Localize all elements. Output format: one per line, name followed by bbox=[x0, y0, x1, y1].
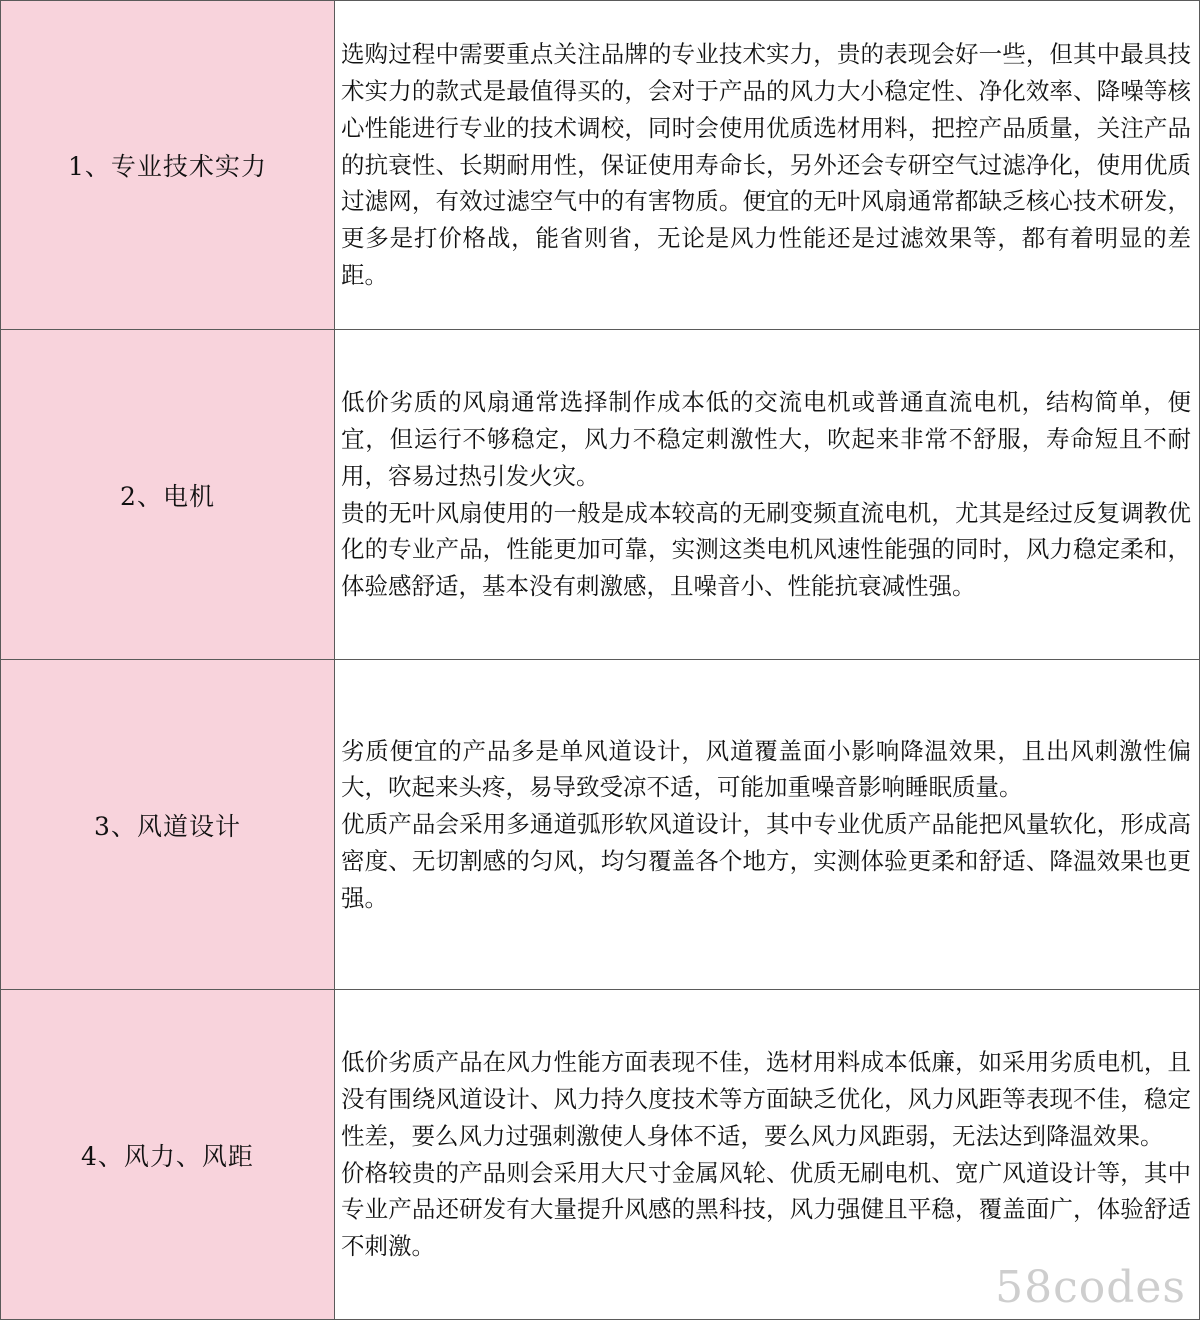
row-label: 4、风力、风距 bbox=[1, 990, 335, 1320]
table-row bbox=[1, 660, 1200, 990]
table-row bbox=[1, 1, 1200, 330]
row-label: 1、专业技术实力 bbox=[1, 1, 335, 330]
row-content bbox=[335, 1, 1200, 330]
row-label: 2、电机 bbox=[1, 330, 335, 660]
content-paragraph: 低价劣质的风扇通常选择制作成本低的交流电机或普通直流电机，结构简单，便宜，但运行不够稳定，风力不稳定刺激性大，吹起来非常不舒服，寿命短且不耐用，容易过热引发火灾。 bbox=[341, 388, 1191, 490]
content-paragraph: 优质产品会采用多通道弧形软风道设计，其中专业优质产品能把风量软化，形成高密度、无切割感的匀风，均匀覆盖各个地方，实测体验更柔和舒适、降温效果也更强。 bbox=[341, 810, 1191, 912]
table-row bbox=[1, 330, 1200, 660]
content-paragraph: 选购过程中需要重点关注品牌的专业技术实力，贵的表现会好一些，但其中最具技术实力的款式是最值得买的，会对于产品的风力大小稳定性、净化效率、降噪等核心性能进行专业的技术调校，同时会使用优质选材用料，把控产品质量，关注产品的抗衰性、长期耐用性，保证使用寿命长，另外还会专研空气过滤净化，使用优质过滤网，有效过滤空气中的有害物质。便宜的无叶风扇通常都缺乏核心技术研发，更多是打价格战，能省则省，无论是风力性能还是过滤效果等，都有着明显的差距。 bbox=[341, 40, 1191, 289]
content-paragraph: 低价劣质产品在风力性能方面表现不佳，选材用料成本低廉，如采用劣质电机，且没有围绕风道设计、风力持久度技术等方面缺乏优化，风力风距等表现不佳，稳定性差，要么风力过强刺激使人身体不适，要么风力风距弱，无法达到降温效果。 bbox=[341, 1048, 1191, 1150]
watermark: 58codes bbox=[995, 1262, 1186, 1313]
row-label: 3、风道设计 bbox=[1, 660, 335, 990]
row-content bbox=[335, 330, 1200, 660]
content-paragraph: 价格较贵的产品则会采用大尺寸金属风轮、优质无刷电机、宽广风道设计等，其中专业产品还研发有大量提升风感的黑科技，风力强健且平稳，覆盖面广，体验舒适不刺激。 bbox=[341, 1158, 1191, 1261]
row-content bbox=[335, 660, 1200, 990]
content-paragraph: 贵的无叶风扇使用的一般是成本较高的无刷变频直流电机，尤其是经过反复调教优化的专业产品，性能更加可靠，实测这类电机风速性能强的同时，风力稳定柔和，体验感舒适，基本没有刺激感，且噪音小、性能抗衰减性强。 bbox=[341, 498, 1191, 601]
content-paragraph: 劣质便宜的产品多是单风道设计，风道覆盖面小影响降温效果，且出风刺激性偏大，吹起来头疼，易导致受凉不适，可能加重噪音影响睡眠质量。 bbox=[341, 736, 1191, 802]
